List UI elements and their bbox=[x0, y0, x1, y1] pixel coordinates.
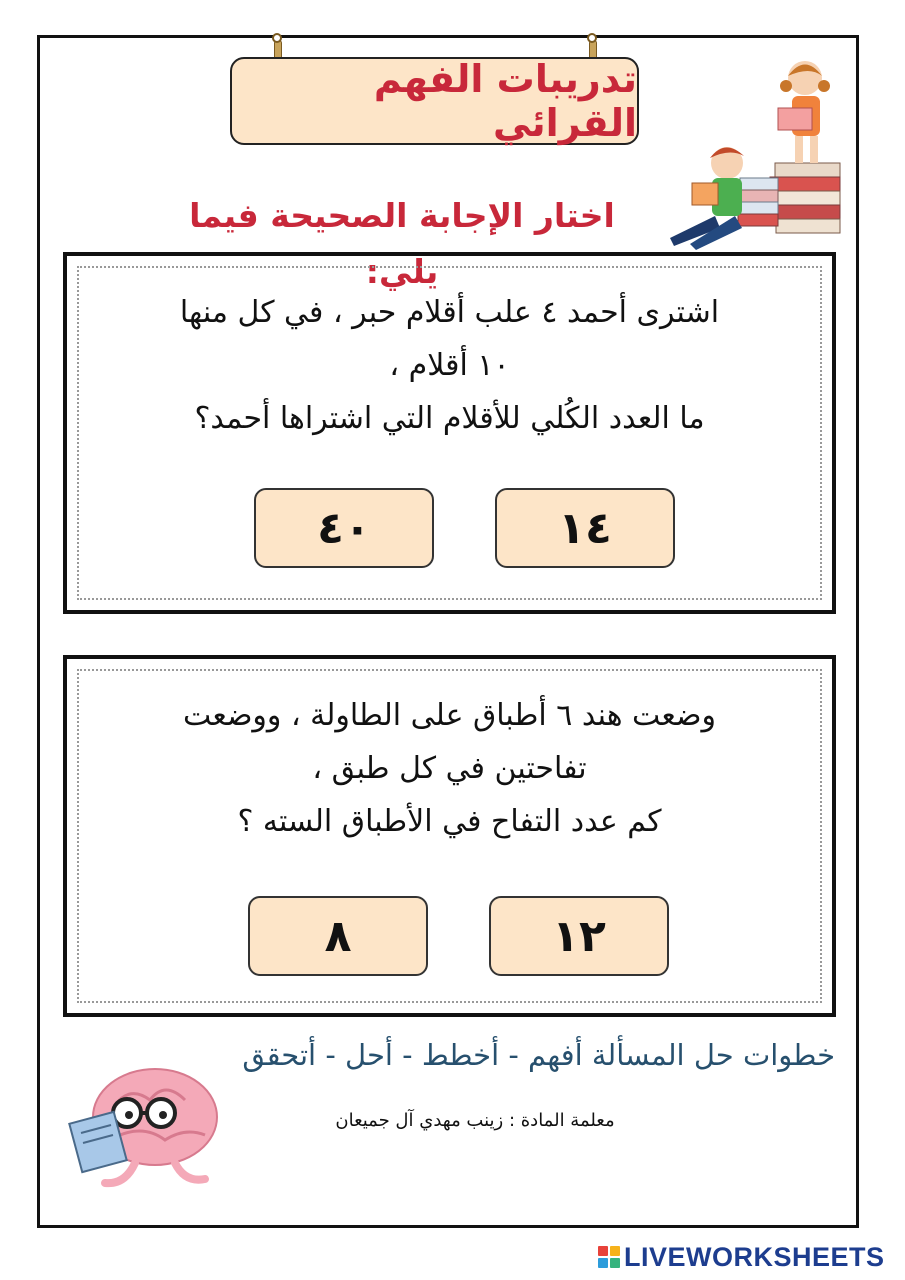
teacher-name: معلمة المادة : زينب مهدي آل جميعان bbox=[335, 1110, 615, 1131]
question-text bbox=[97, 286, 802, 445]
answer-option-button[interactable]: ٤٠ bbox=[254, 488, 434, 568]
question-line: كم عدد التفاح في الأطباق السته ؟ bbox=[237, 804, 662, 839]
question-card-2 bbox=[63, 655, 836, 1017]
answer-option-button[interactable]: ٨ bbox=[248, 896, 428, 976]
question-text bbox=[97, 689, 802, 848]
problem-solving-steps: خطوات حل المسألة أفهم - أخطط - أحل - أتحقق bbox=[242, 1038, 835, 1072]
question-card-1 bbox=[63, 252, 836, 614]
liveworksheets-logo-icon bbox=[598, 1246, 620, 1268]
question-line: وضعت هند ٦ أطباق على الطاولة ، ووضعت bbox=[183, 698, 716, 733]
question-line: ما العدد الكُلي للأقلام التي اشتراها أحمد؟ bbox=[194, 401, 705, 436]
logo-text: LIVEWORKSHEETS bbox=[624, 1241, 885, 1272]
title-text: تدريبات الفهم القرائي bbox=[373, 57, 637, 145]
answer-option-button[interactable]: ١٤ bbox=[495, 488, 675, 568]
question-line: اشترى أحمد ٤ علب أقلام حبر ، في كل منها bbox=[179, 295, 720, 330]
brain-reading-book-illustration bbox=[55, 1055, 225, 1195]
question-line: تفاحتين في كل طبق ، bbox=[312, 751, 587, 786]
liveworksheets-logo[interactable] bbox=[598, 1240, 898, 1274]
instruction-text: اختار الإجابة الصحيحة فيما يلي: bbox=[189, 196, 615, 291]
answer-option-button[interactable]: ١٢ bbox=[489, 896, 669, 976]
kids-reading-books-illustration bbox=[660, 48, 850, 253]
question-line: ١٠ أقلام ، bbox=[389, 348, 510, 383]
worksheet-title bbox=[230, 57, 639, 145]
